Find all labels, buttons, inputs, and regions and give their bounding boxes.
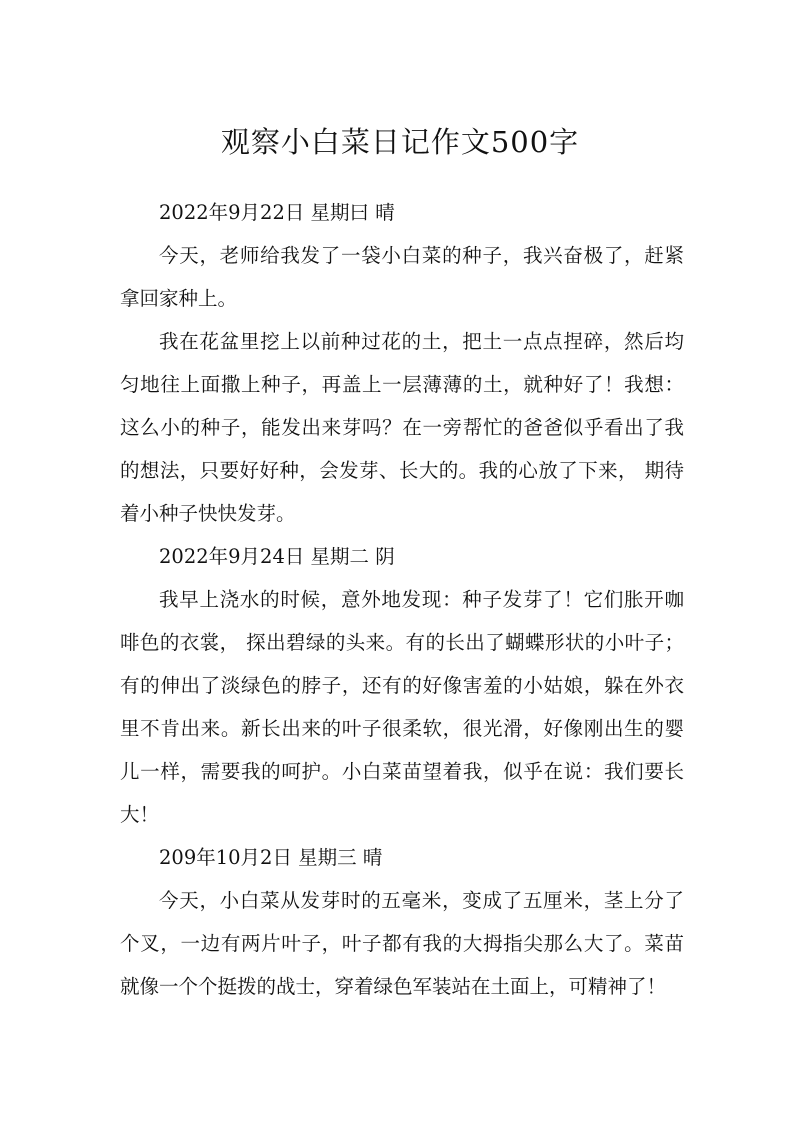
- diary-date-2: 2022年9月24日 星期二 阴: [159, 545, 395, 568]
- diary-date-1: 2022年9月22日 星期曰 晴: [159, 201, 395, 224]
- document-title: 观察小白菜日记作文500字: [220, 125, 580, 159]
- diary-paragraph: 我在花盆里挖上以前种过花的土，把土一点点捏碎，然后均匀地往上面撒上种子，再盖上一层薄薄的土，就种好了！我想：这么小的种子，能发出来芽吗？在一旁帮忙的爸爸似乎看出了我的想法，只要好好种，会发芽、长大的。我的心放了下来， 期待着小种子快快发芽。: [120, 330, 684, 525]
- document-body: [120, 191, 684, 1008]
- diary-paragraph: 今天，小白菜从发芽时的五毫米，变成了五厘米，茎上分了个叉，一边有两片叶子，叶子都有我的大拇指尖那么大了。菜苗就像一个个挺拨的战士，穿着绿色军装站在土面上，可精神了！: [120, 889, 684, 998]
- diary-date-3: 209年10月2日 星期三 晴: [159, 846, 383, 869]
- diary-paragraph: 我早上浇水的时候，意外地发现：种子发芽了！它们胀开咖啡色的衣裳， 探出碧绿的头来。有的长出了蝴蝶形状的小叶子；有的伸出了淡绿色的脖子，还有的好像害羞的小姑娘，躲在外衣里不肯出来。新长出来的叶子很柔软，很光滑，好像刚出生的婴儿一样，需要我的呵护。小白菜苗望着我，似乎在说：我们要长大！: [120, 588, 684, 826]
- diary-paragraph: 今天，老师给我发了一袋小白菜的种子，我兴奋极了，赶紧拿回家种上。: [120, 244, 684, 310]
